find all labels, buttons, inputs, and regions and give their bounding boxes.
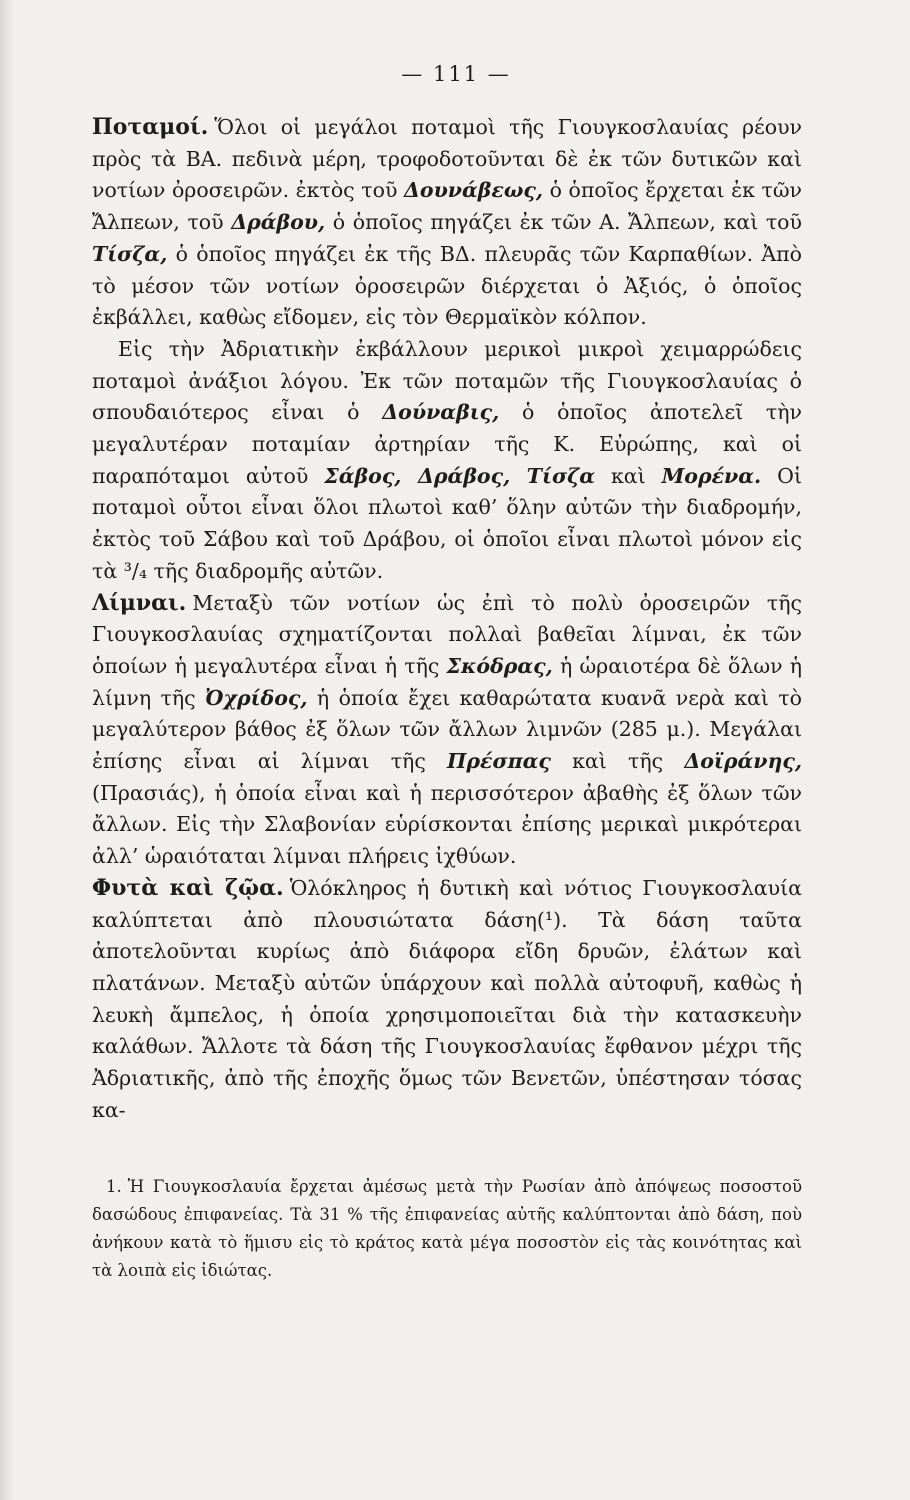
text-run: Μεταξὺ τῶν νοτίων ὡς ἐπὶ τὸ πολὺ ὀροσειρῶν τῆς Γιουγκοσλαυίας σχηματίζονται πολλαὶ βαθεῖαι λίμναι, ἐκ τῶν ὁποίων ἡ μεγαλυτέρα εἶναι ἡ τῆς: [92, 590, 802, 678]
proper-name: Πρέσπας: [447, 749, 551, 774]
page-number: — 111 —: [401, 62, 511, 86]
text-run: ὁ ὁποῖος ἀποτελεῖ τὴν μεγαλυτέραν ποταμίαν ἀρτηρίαν τῆς Κ. Εὐρώπης, καὶ οἱ παραπόταμοι αὐτοῦ: [92, 400, 802, 488]
proper-name: Δοϊράνης,: [684, 749, 802, 774]
section: [92, 112, 802, 588]
proper-name: Τίσζα,: [92, 241, 168, 266]
text-run: ὁ ὁποῖος ἔρχεται ἐκ τῶν Ἄλπεων, τοῦ: [92, 178, 802, 235]
proper-name: Δράβου,: [231, 210, 326, 235]
proper-name: Μορένα.: [661, 463, 762, 488]
proper-name: Δούναβις,: [382, 400, 500, 425]
section-heading: Φυτὰ καὶ ζῷα.: [92, 874, 284, 901]
footnote-text: Ἡ Γιουγκοσλαυία ἔρχεται ἀμέσως μετὰ τὴν Ρωσίαν ἀπὸ ἀπόψεως ποσοστοῦ δασώδους ἐπιφανείας. Τὰ 31 % τῆς ἐπιφανείας αὐτῆς καλύπτονται ἀπὸ δάση, ποὺ ἀνήκουν κατὰ τὸ ἥμισυ εἰς τὸ κράτος κατὰ μέγα ποσοστὸν εἰς τὰς κοινότητας καὶ τὰ λοιπὰ εἰς ἰδιώτας.: [92, 1176, 802, 1280]
footnote: [92, 1173, 802, 1285]
text-run: ἡ ὡραιοτέρα δὲ ὅλων ἡ λίμνη τῆς: [92, 653, 802, 710]
footnote-number: 1.: [106, 1176, 122, 1196]
text-run: (Πρασιάς), ἡ ὁποία εἶναι καὶ ἡ περισσότερον ἀβαθὴς ἐξ ὅλων τῶν ἄλλων. Εἰς τὴν Σλαβονίαν εὑρίσκονται ἐπίσης μερικαὶ μικρότεραι ἀλλ’ ὡραιόταται λίμναι πλήρεις ἰχθύων.: [92, 780, 802, 869]
text-run: καὶ: [595, 463, 662, 488]
text-run: ὁ ὁποῖος πηγάζει ἐκ τῆς ΒΔ. πλευρᾶς τῶν Καρπαθίων. Ἀπὸ τὸ μέσον τῶν νοτίων ὀροσειρῶν διέρχεται ὁ Ἀξιός, ὁ ὁποῖος ἐκβάλλει, καθὼς εἴδομεν, εἰς τὸν Θερμαϊκὸν κόλπον.: [92, 241, 802, 330]
text-run: καὶ τῆς: [550, 749, 685, 774]
text-run: Οἱ ποταμοὶ οὗτοι εἶναι ὅλοι πλωτοὶ καθ’ ὅλην αὐτῶν τὴν διαδρομήν, ἐκτὸς τοῦ Σάβου καὶ τοῦ Δράβου, οἱ ὁποῖοι εἶναι πλωτοὶ μόνον εἰς τὰ ³/₄ τῆς διαδρομῆς αὐτῶν.: [92, 463, 802, 583]
paragraph: [92, 334, 802, 588]
text-run: Ὅλοι οἱ μεγάλοι ποταμοὶ τῆς Γιουγκοσλαυίας ρέουν πρὸς τὰ ΒΑ. πεδινὰ μέρη, τροφοδοτοῦνται δὲ ἐκ τῶν δυτικῶν καὶ νοτίων ὀροσειρῶν. ἐκτὸς τοῦ: [92, 115, 802, 203]
text-run: Εἰς τὴν Ἀδριατικὴν ἐκβάλλουν μερικοὶ μικροὶ χειμαρρώδεις ποταμοὶ ἀνάξιοι λόγου. Ἐκ τῶν ποταμῶν τῆς Γιουγκοσλαυίας ὁ σπουδαιότερος εἶναι ὁ: [92, 336, 802, 425]
section: [92, 588, 802, 873]
proper-name: Σάβος, Δράβος, Τίσζα: [324, 463, 595, 488]
proper-name: Ὀχρίδος,: [205, 685, 308, 710]
section-heading: Λίμναι.: [92, 589, 187, 616]
section: [92, 873, 802, 1127]
proper-name: Δουνάβεως,: [404, 178, 544, 203]
paragraph: [92, 112, 802, 334]
paragraph: [92, 873, 802, 1127]
text-run: Ὁλόκληρος ἡ δυτικὴ καὶ νότιος Γιουγκοσλαυία καλύπτεται ἀπὸ πλουσιώτατα δάση(¹). Τὰ δάση ταῦτα ἀποτελοῦνται κυρίως ἀπὸ διάφορα εἴδη δρυῶν, ἐλάτων καὶ πλατάνων. Μεταξὺ αὐτῶν ὑπάρχουν καὶ πολλὰ αὐτοφυῆ, καθὼς ἡ λευκὴ ἄμπελος, ἡ ὁποία χρησιμοποιεῖται διὰ τὴν κατασκευὴν καλάθων. Ἄλλοτε τὰ δάση τῆς Γιουγκοσλαυίας ἔφθανον μέχρι τῆς Ἀδριατικῆς, ἀπὸ τῆς ἐποχῆς ὅμως τῶν Βενετῶν, ὑπέστησαν τόσας κα-: [92, 875, 802, 1122]
section-heading: Ποταμοί.: [92, 114, 209, 140]
text-run: ὁ ὁποῖος πηγάζει ἐκ τῶν Α. Ἄλπεων, καὶ τοῦ: [325, 210, 802, 235]
paragraph: [92, 588, 802, 873]
body-text: [92, 112, 802, 1127]
text-run: ἡ ὁποία ἔχει καθαρώτατα κυανᾶ νερὰ καὶ τὸ μεγαλύτερον βάθος ἐξ ὅλων τῶν ἄλλων λιμνῶν (285 μ.). Μεγάλαι ἐπίσης εἶναι αἱ λίμναι τῆς: [92, 685, 802, 774]
proper-name: Σκόδρας,: [446, 653, 553, 678]
